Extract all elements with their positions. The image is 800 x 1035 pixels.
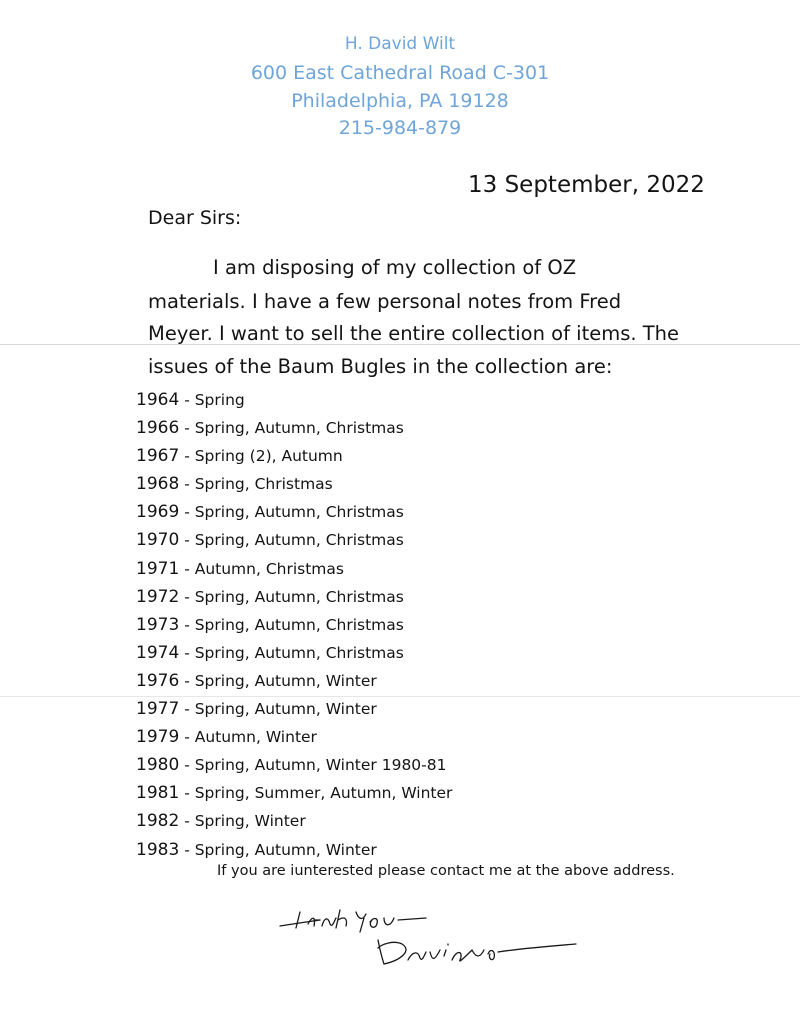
issue-year: 1973 [136, 614, 180, 635]
issue-seasons: Spring (2), Autumn [194, 447, 343, 466]
issue-year: 1974 [136, 642, 180, 663]
letter-date: 13 September, 2022 [468, 172, 705, 198]
issue-year: 1980 [136, 755, 180, 776]
list-item [136, 836, 452, 864]
issue-year: 1969 [136, 502, 180, 523]
letterhead-street: 600 East Cathedral Road C-301 [250, 62, 550, 84]
issue-year: 1967 [136, 446, 180, 467]
issue-year: 1983 [136, 839, 180, 860]
issue-year: 1981 [136, 783, 180, 804]
issue-seasons: Spring, Autumn, Christmas [194, 419, 404, 438]
list-item [136, 667, 452, 695]
issue-seasons: Spring, Autumn, Christmas [194, 587, 404, 606]
list-item [136, 555, 452, 583]
issue-separator: - [179, 784, 195, 803]
issue-separator: - [179, 671, 195, 690]
issue-year: 1972 [136, 586, 180, 607]
issue-seasons: Autumn, Christmas [194, 559, 344, 578]
issue-separator: - [179, 728, 195, 747]
issue-separator: - [179, 531, 195, 550]
list-item [136, 751, 452, 779]
issue-separator: - [179, 615, 195, 634]
issue-seasons: Autumn, Winter [194, 728, 317, 747]
issue-year: 1964 [136, 390, 180, 410]
issue-separator: - [179, 700, 195, 719]
body-line: Meyer. I want to sell the entire collection of items. The [148, 322, 680, 345]
issue-year: 1976 [136, 670, 180, 691]
salutation: Dear Sirs: [148, 207, 242, 229]
list-item [136, 723, 452, 751]
issue-seasons: Spring, Summer, Autumn, Winter [194, 784, 453, 803]
list-item [136, 779, 452, 807]
issue-separator: - [179, 643, 195, 662]
issue-separator: - [179, 812, 195, 831]
issue-seasons: Spring, Autumn, Winter 1980-81 [194, 756, 447, 775]
issue-separator: - [179, 587, 195, 606]
issue-year: 1970 [136, 530, 180, 551]
issue-separator: - [179, 447, 195, 466]
issue-year: 1977 [136, 699, 180, 720]
issue-seasons: Spring [194, 391, 245, 409]
list-item [136, 695, 452, 723]
issue-year: 1979 [136, 727, 180, 748]
list-item [136, 470, 452, 498]
issue-seasons: Spring, Autumn, Christmas [194, 503, 404, 522]
issue-year: 1966 [136, 418, 180, 439]
list-item [136, 583, 452, 611]
issue-separator: - [179, 503, 195, 522]
letterhead-city: Philadelphia, PA 19128 [291, 90, 509, 112]
issue-separator: - [179, 475, 195, 494]
letterhead-name: H. David Wilt [344, 34, 456, 54]
list-item [136, 807, 452, 835]
body-line: issues of the Baum Bugles in the collection are: [148, 355, 613, 378]
issue-seasons: Spring, Autumn, Winter [194, 840, 377, 859]
issue-seasons: Spring, Autumn, Christmas [194, 643, 404, 662]
issues-list [136, 386, 452, 864]
letterhead-phone: 215-984-879 [338, 117, 462, 139]
issue-year: 1982 [136, 811, 180, 832]
issue-separator: - [179, 419, 195, 438]
issue-seasons: Spring, Autumn, Christmas [194, 615, 404, 634]
handwritten-signature-icon [262, 898, 582, 978]
issue-separator: - [179, 391, 195, 409]
list-item [136, 498, 452, 526]
issue-seasons: Spring, Autumn, Winter [194, 700, 377, 719]
closing-line: If you are iunterested please contact me at the above address. [217, 863, 675, 879]
issue-seasons: Spring, Autumn, Christmas [194, 531, 404, 550]
list-item [136, 639, 452, 667]
issue-seasons: Spring, Christmas [194, 475, 333, 494]
issue-seasons: Spring, Winter [194, 812, 306, 831]
body-line: I am disposing of my collection of OZ [213, 256, 577, 279]
issue-year: 1968 [136, 474, 180, 495]
list-item [136, 414, 452, 442]
list-item [136, 526, 452, 554]
issue-separator: - [179, 756, 195, 775]
list-item [136, 442, 452, 470]
list-item [136, 611, 452, 639]
issue-separator: - [179, 840, 195, 859]
list-item [136, 386, 452, 414]
issue-seasons: Spring, Autumn, Winter [194, 671, 377, 690]
issue-separator: - [179, 559, 195, 578]
body-line: materials. I have a few personal notes from Fred [148, 290, 622, 313]
issue-year: 1971 [136, 558, 180, 579]
